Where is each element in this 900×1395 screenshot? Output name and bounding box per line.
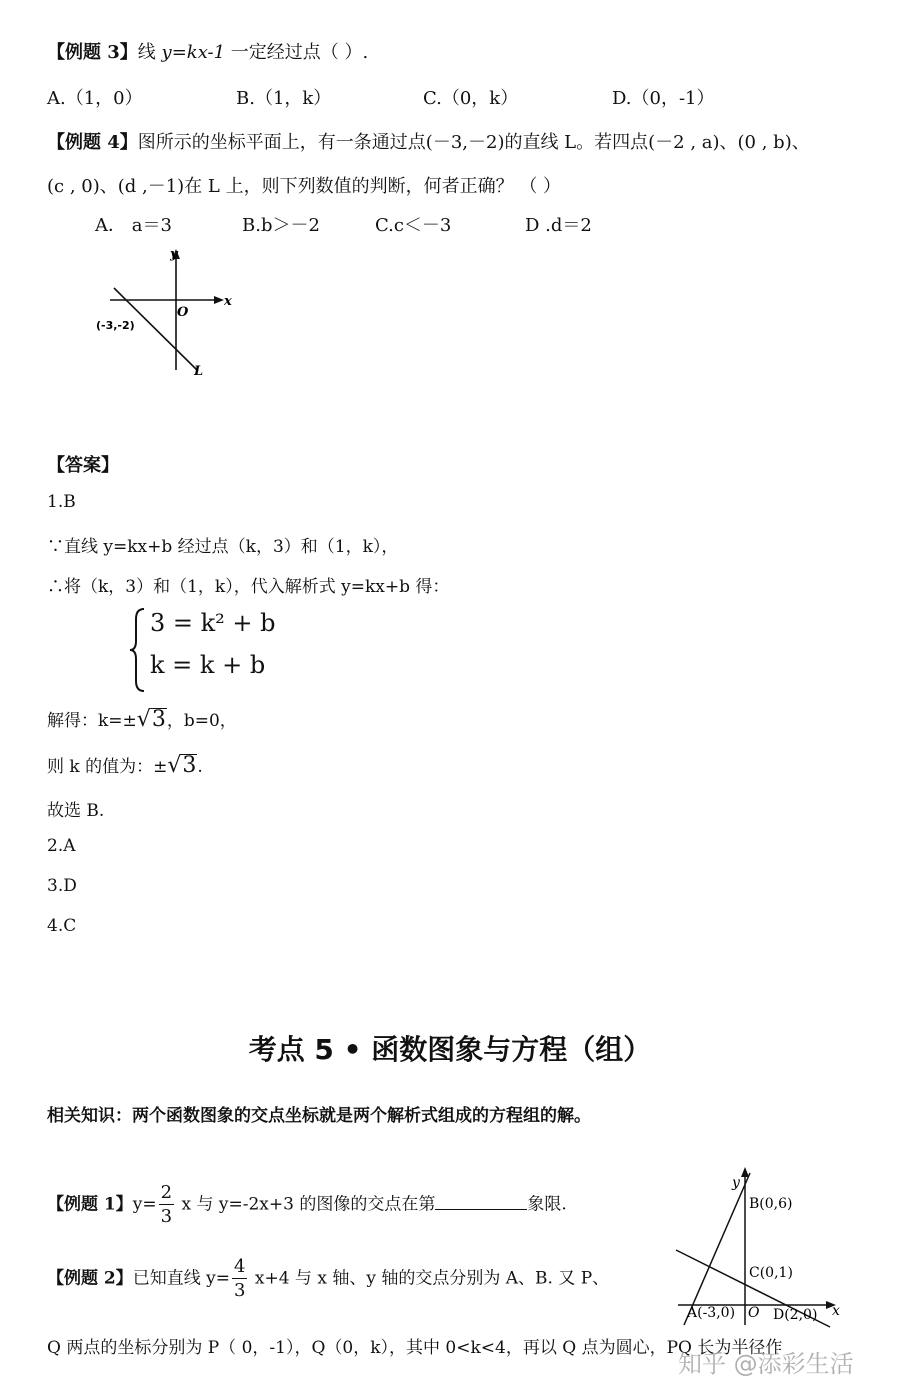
e1-label: 【例题 1】: [47, 1194, 133, 1215]
fig1-origin-label: O: [177, 305, 189, 320]
answer-line-3-pre: 解得：k=±: [47, 711, 137, 731]
q4-text-line1: 图所示的坐标平面上，有一条通过点(－3,－2)的直线 L。若四点(－2 , a)、(0 , b)、: [137, 132, 810, 153]
e2-denominator: 3: [234, 1280, 246, 1301]
answer-line-1: ∵直线 y=kx+b 经过点（k，3）和（1，k），: [47, 537, 399, 557]
fig2-B-label: B(0,6): [749, 1196, 793, 1212]
sqrt-radicand: 3: [151, 707, 166, 732]
fig2-A-label: A(-3,0): [687, 1305, 736, 1321]
q3-text-b: 一定经过点（ ）.: [225, 42, 369, 63]
q4-option-c: C.c＜－3: [375, 215, 452, 236]
answer-line-3-post: ，b=0，: [166, 711, 237, 731]
system-brace: [128, 607, 148, 693]
watermark: 知乎 @添彩生活: [678, 1350, 854, 1378]
fig2-y-label: y: [732, 1175, 740, 1191]
q4-line2: (c , 0)、(d ,－1)在 L 上，则下列数值的判断，何者正确？ （ ）: [47, 176, 562, 197]
q4-label: 【例题 4】: [47, 132, 138, 153]
e2-fraction: [232, 1258, 247, 1300]
q4-option-d: D .d＝2: [525, 215, 592, 236]
q4-option-b: B.b＞－2: [242, 215, 320, 236]
q4-line1: [47, 128, 810, 154]
e2-figure: [670, 1165, 848, 1345]
e1-mid: x 与 y=-2x+3 的图像的交点在第: [176, 1194, 436, 1215]
e2-pre: 已知直线 y=: [132, 1268, 231, 1289]
fig1-line-label: L: [194, 364, 204, 379]
sqrt-radicand: 3: [182, 753, 197, 778]
system-equation-2: k = k + b: [150, 651, 266, 679]
equation-system: [128, 605, 298, 695]
fig1-point-label: (-3,-2): [96, 319, 135, 332]
answer-1: 1.B: [47, 492, 76, 512]
related-knowledge: 相关知识：两个函数图象的交点坐标就是两个解析式组成的方程组的解。: [47, 1106, 591, 1126]
q3-option-b: B.（1，k）: [236, 88, 332, 109]
sqrt-symbol: √3: [167, 753, 197, 778]
answer-line-4-pre: 则 k 的值为：±: [47, 757, 168, 777]
q3-text-a: 线: [137, 42, 162, 63]
q3-option-c: C.（0，k）: [423, 88, 519, 109]
answer-line-4: [47, 752, 203, 778]
fig2-C-label: C(0,1): [749, 1265, 793, 1281]
answer-line-3: [47, 706, 237, 732]
e2-stem: [47, 1258, 609, 1300]
fig1-y-label: y: [170, 247, 178, 262]
fig2-line-AB: [684, 1173, 750, 1325]
q3-option-d: D.（0，-1）: [612, 88, 715, 109]
answer-line-5: 故选 B.: [47, 801, 105, 821]
e2-post: x+4 与 x 轴、y 轴的交点分别为 A、B. 又 P、: [249, 1268, 610, 1289]
system-equation-1: 3 = k² + b: [150, 609, 276, 637]
e1-fraction: [159, 1184, 174, 1226]
fig1-x-label: x: [224, 294, 232, 309]
fig2-y-arrow: [741, 1167, 749, 1177]
q3-option-a: A.（1，0）: [47, 88, 143, 109]
e1-numerator: 2: [160, 1182, 173, 1203]
answer-line-2: ∴将（k，3）和（1，k），代入解析式 y=kx+b 得：: [47, 577, 450, 597]
fig1-x-arrow: [214, 296, 224, 304]
q3-label: 【例题 3】: [47, 42, 138, 63]
section-title: 考点 5 • 函数图象与方程（组）: [248, 1033, 652, 1066]
sqrt-symbol: √3: [136, 707, 166, 732]
q3-equation: y=kx-1: [161, 42, 226, 63]
fig2-x-label: x: [832, 1303, 840, 1319]
e2-label: 【例题 2】: [47, 1268, 133, 1289]
q4-figure: [90, 245, 250, 385]
e1-denominator: 3: [160, 1206, 173, 1227]
e2-line2: Q 两点的坐标分别为 P（ 0，-1），Q（0，k），其中 0<k<4，再以 Q 点为圆心，PQ 长为半径作: [47, 1338, 783, 1358]
q4-option-a: A． a＝3: [95, 215, 172, 236]
answer-4: 4.C: [47, 916, 77, 936]
answer-3: 3.D: [47, 876, 77, 896]
fig2-D-label: D(2,0): [773, 1307, 818, 1323]
e1-pre: y=: [132, 1194, 157, 1215]
fig2-O-label: O: [748, 1305, 760, 1321]
e1-stem: [47, 1184, 567, 1226]
e2-numerator: 4: [234, 1256, 246, 1277]
answer-2: 2.A: [47, 836, 76, 856]
answer-header: 【答案】: [47, 455, 119, 476]
e1-answer-blank[interactable]: [435, 1208, 527, 1210]
e1-post: 象限.: [527, 1194, 567, 1215]
q3-stem: [47, 38, 368, 64]
answer-line-4-post: .: [197, 757, 203, 777]
